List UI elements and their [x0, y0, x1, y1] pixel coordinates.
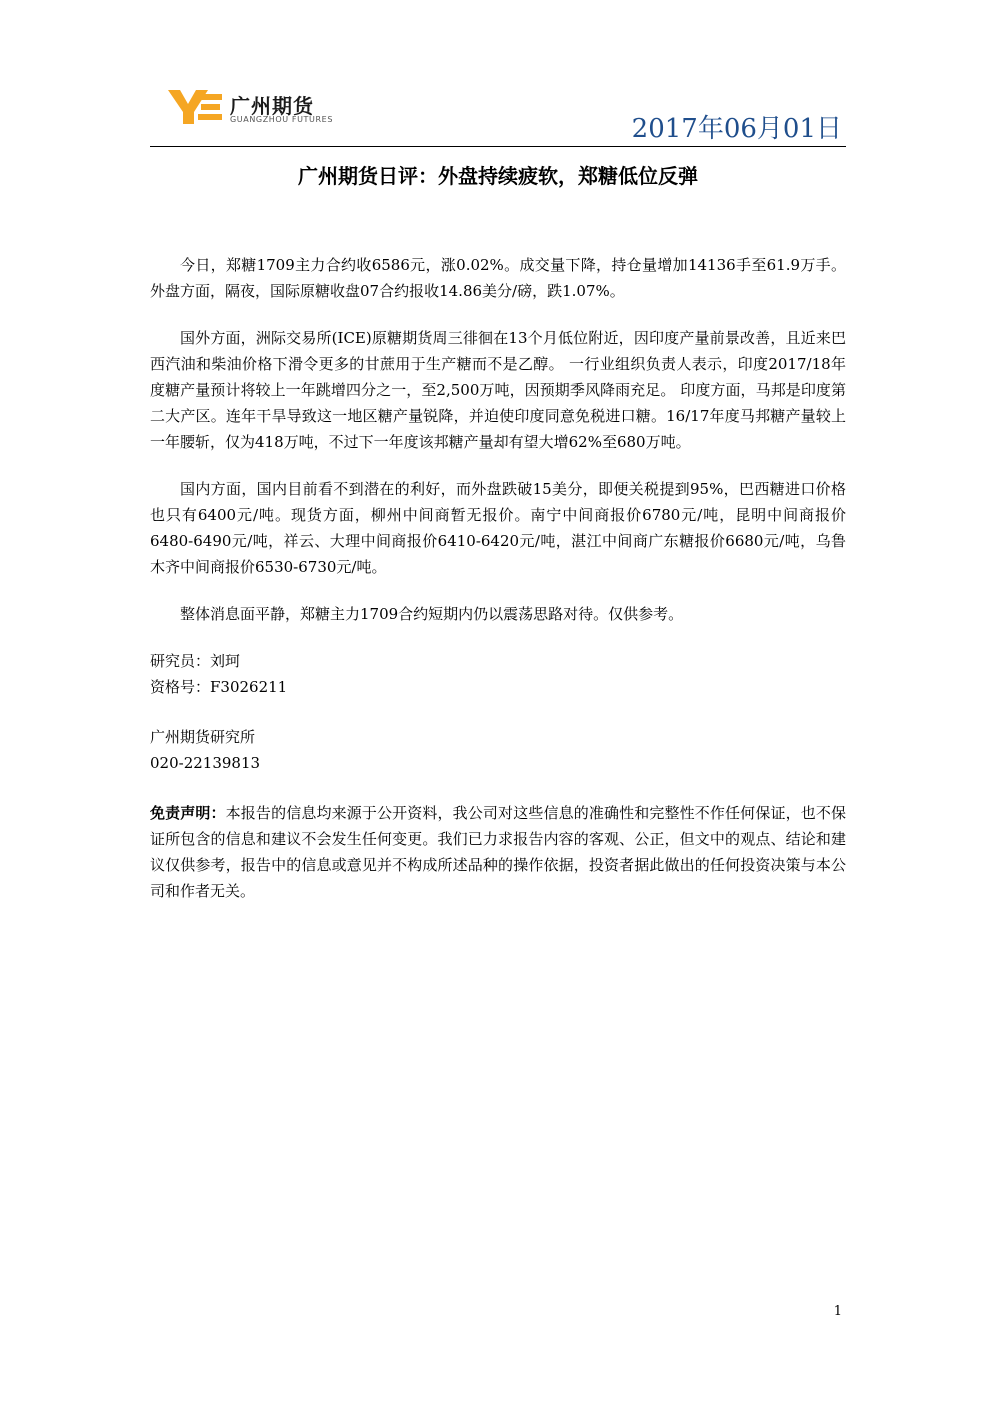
page-number: 1	[833, 1304, 842, 1319]
logo-subtext: GUANGZHOU FUTURES	[230, 115, 333, 124]
analyst-license: 资格号：F3026211	[150, 678, 288, 696]
paragraph-market-summary: 今日，郑糖1709主力合约收6586元，涨0.02%。成交量下降，持仓量增加14136手至61.9万手。外盘方面，隔夜，国际原糖收盘07合约报收14.86美分/磅，跌1.07%。	[150, 256, 846, 300]
institute-name: 广州期货研究所	[150, 728, 256, 746]
logo-text: 广州期货	[230, 94, 314, 118]
report-title: 广州期货日评：外盘持续疲软，郑糖低位反弹	[298, 164, 698, 188]
disclaimer	[150, 800, 846, 904]
paragraph-international: 国外方面，洲际交易所(ICE)原糖期货周三徘徊在13个月低位附近，因印度产量前景改善，且近来巴西汽油和柴油价格下滑令更多的甘蔗用于生产糖而不是乙醇。 一行业组织负责人表示，印度2017/18年度糖产量预计将较上一年跳增四分之一，至2,500万吨，因预期季风降雨充足。 印度方面，马邦是印度第二大产区。连年干旱导致这一地区糖产量锐降，并迫使印度同意免税进口糖。16/17年度马邦糖产量较上一年腰斩，仅为418万吨，不过下一年度该邦糖产量却有望大增62%至680万吨。	[150, 329, 846, 451]
report-date: 2017年06月01日	[631, 114, 842, 144]
disclaimer-label: 免责声明：	[150, 804, 226, 822]
paragraph-outlook: 整体消息面平静，郑糖主力1709合约短期内仍以震荡思路对待。仅供参考。	[180, 605, 684, 623]
page-header	[150, 84, 846, 146]
paragraph-domestic: 国内方面，国内目前看不到潜在的利好，而外盘跌破15美分，即便关税提到95%，巴西糖进口价格也只有6400元/吨。现货方面，柳州中间商暂无报价。南宁中间商报价6780元/吨，昆明中间商报价6480-6490元/吨，祥云、大理中间商报价6410-6420元/吨，湛江中间商广东糖报价6680元/吨，乌鲁木齐中间商报价6530-6730元/吨。	[150, 480, 846, 576]
analyst-name: 研究员：刘珂	[150, 652, 241, 670]
institute-phone: 020-22139813	[150, 754, 261, 772]
report-body	[150, 252, 846, 904]
disclaimer-text: 本报告的信息均来源于公开资料，我公司对这些信息的准确性和完整性不作任何保证，也不保证所包含的信息和建议不会发生任何变更。我们已力求报告内容的客观、公正，但文中的观点、结论和建议仅供参考，报告中的信息或意见并不构成所述品种的操作依据，投资者据此做出的任何投资决策与本公司和作者无关。	[150, 804, 846, 900]
header-divider	[150, 146, 846, 147]
logo-mark-icon	[168, 90, 224, 124]
